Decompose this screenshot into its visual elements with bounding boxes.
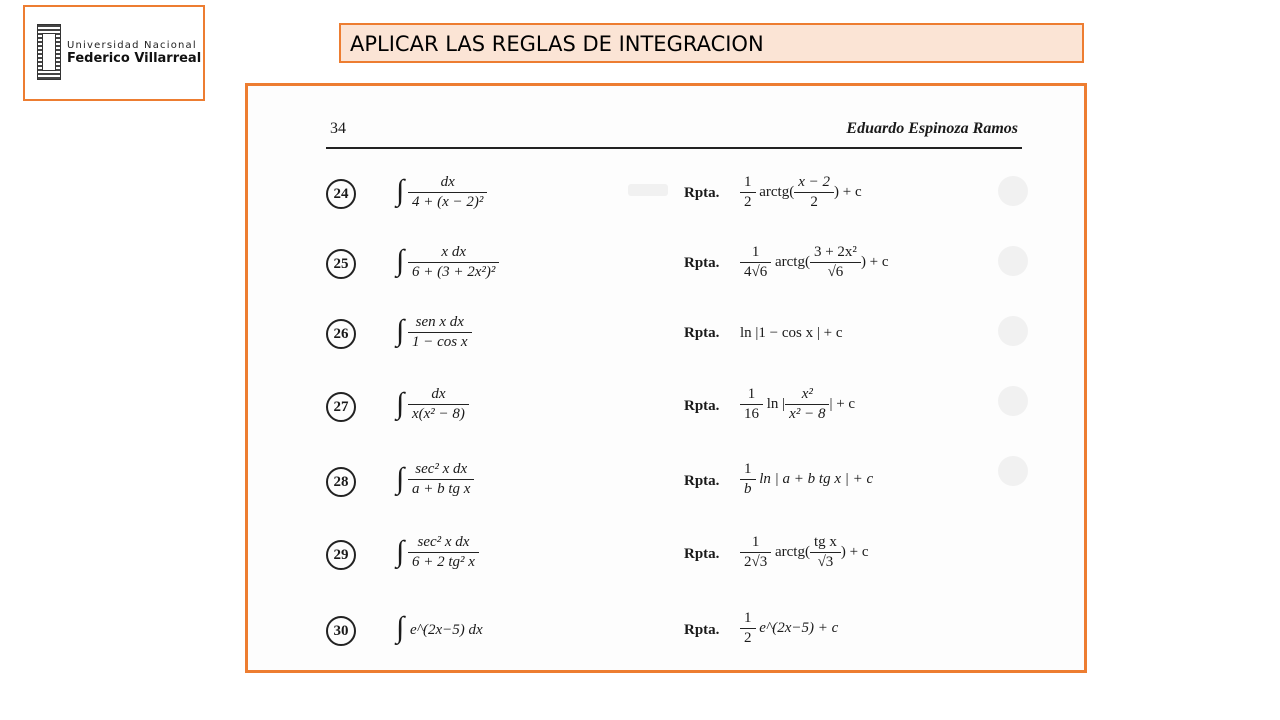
answer-coefficient xyxy=(740,461,756,498)
exercise-row xyxy=(248,174,1084,234)
logo-line-2: Federico Villarreal xyxy=(67,51,202,66)
integrand xyxy=(408,314,472,351)
integrand-numerator: sen x dx xyxy=(415,314,464,330)
exercise-number: 29 xyxy=(326,540,356,570)
coef-num: 1 xyxy=(751,244,760,260)
exercise-row xyxy=(248,608,1084,668)
header-rule xyxy=(326,147,1022,149)
coef-den: 2 xyxy=(740,192,756,211)
slide-title: APLICAR LAS REGLAS DE INTEGRACION xyxy=(350,32,764,56)
exercise-row xyxy=(248,314,1084,374)
answer-fraction xyxy=(810,534,841,571)
answer-coefficient xyxy=(740,174,756,211)
answer-frac-num: x² xyxy=(801,386,813,402)
coef-num: 1 xyxy=(744,610,752,626)
answer xyxy=(740,610,838,647)
integrand xyxy=(408,386,469,423)
answer-function: e^(2x−5) + c xyxy=(759,619,839,636)
answer-tail: ) + c xyxy=(834,183,862,200)
answer-coefficient xyxy=(740,534,771,571)
answer-fraction xyxy=(794,174,834,211)
answer-label: Rpta. xyxy=(684,546,720,562)
coef-den: b xyxy=(740,479,756,498)
integral-sign: ∫ xyxy=(396,535,405,568)
answer-fraction xyxy=(785,386,829,423)
integrand xyxy=(408,534,479,571)
integrand-denominator: 6 + 2 tg² x xyxy=(408,552,479,571)
integrand-numerator: sec² x dx xyxy=(417,534,470,550)
answer xyxy=(740,244,889,281)
exercise-row xyxy=(248,386,1084,446)
university-crest-icon xyxy=(37,24,61,80)
coef-num: 1 xyxy=(751,534,760,550)
integral-sign: ∫ xyxy=(396,611,405,644)
exercise-number: 25 xyxy=(326,249,356,279)
coef-den: 16 xyxy=(740,404,763,423)
integrand-numerator: dx xyxy=(440,174,455,190)
answer-frac-num: x − 2 xyxy=(798,174,831,190)
answer-label: Rpta. xyxy=(684,255,720,271)
integrand-denominator: 1 − cos x xyxy=(408,332,472,351)
answer xyxy=(740,386,855,423)
integral-sign: ∫ xyxy=(396,174,405,207)
answer xyxy=(740,174,862,211)
slide-title-box xyxy=(339,23,1084,63)
exercise-number: 24 xyxy=(326,179,356,209)
integral-sign: ∫ xyxy=(396,387,405,420)
logo-line-1: Universidad Nacional xyxy=(67,40,197,51)
answer xyxy=(740,461,873,498)
integrand xyxy=(408,174,487,211)
integrand xyxy=(408,461,474,498)
coef-num: 1 xyxy=(747,386,756,402)
integrand xyxy=(408,244,499,281)
page-number: 34 xyxy=(330,120,346,137)
answer-function: arctg( xyxy=(759,183,795,200)
answer-frac-num: 3 + 2x² xyxy=(813,244,857,260)
answer-label: Rpta. xyxy=(684,398,720,414)
answer-label: Rpta. xyxy=(684,473,720,489)
integrand-denominator: x(x² − 8) xyxy=(408,404,469,423)
answer-frac-den: √6 xyxy=(810,262,861,281)
exercise-number: 28 xyxy=(326,467,356,497)
scanned-page xyxy=(248,86,1084,670)
page-author: Eduardo Espinoza Ramos xyxy=(846,120,1018,137)
answer-frac-den: 2 xyxy=(794,192,834,211)
answer-frac-den: x² − 8 xyxy=(785,404,829,423)
coef-den: 2 xyxy=(740,628,756,647)
exercise-number: 27 xyxy=(326,392,356,422)
answer-label: Rpta. xyxy=(684,325,720,341)
integrand-denominator: 6 + (3 + 2x²)² xyxy=(408,262,499,281)
coef-den: 4√6 xyxy=(740,262,771,281)
exercise-row xyxy=(248,244,1084,304)
integrand-numerator: x dx xyxy=(441,244,466,260)
integrand-denominator: 4 + (x − 2)² xyxy=(408,192,487,211)
integrand-numerator: sec² x dx xyxy=(415,461,468,477)
integrand: e^(2x−5) dx xyxy=(410,622,483,638)
answer-frac-den: √3 xyxy=(810,552,841,571)
integral-sign: ∫ xyxy=(396,314,405,347)
coef-num: 1 xyxy=(744,174,752,190)
exercise-row xyxy=(248,461,1084,521)
answer-tail: | + c xyxy=(829,395,856,412)
answer-tail: ) + c xyxy=(840,543,869,560)
answer-function: arctg( xyxy=(774,253,810,270)
answer-function: ln | a + b tg x | + c xyxy=(759,470,874,487)
answer-coefficient xyxy=(740,244,771,281)
answer-coefficient xyxy=(740,386,763,423)
answer-function: ln | xyxy=(766,395,786,412)
answer-tail: ) + c xyxy=(860,253,889,270)
integrand-denominator: a + b tg x xyxy=(408,479,474,498)
integral-sign: ∫ xyxy=(396,244,405,277)
answer-function: arctg( xyxy=(774,543,810,560)
exercise-number: 30 xyxy=(326,616,356,646)
exercise-row xyxy=(248,534,1084,594)
integrand-numerator: dx xyxy=(431,386,446,402)
integral-sign: ∫ xyxy=(396,462,405,495)
answer-fraction xyxy=(810,244,861,281)
answer-coefficient xyxy=(740,610,756,647)
exercise-number: 26 xyxy=(326,319,356,349)
answer xyxy=(740,534,869,571)
answer-label: Rpta. xyxy=(684,622,720,638)
answer-label: Rpta. xyxy=(684,185,720,201)
answer-frac-num: tg x xyxy=(813,534,837,550)
answer: ln |1 − cos x | + c xyxy=(740,325,843,341)
coef-den: 2√3 xyxy=(740,552,771,571)
scanned-page-frame xyxy=(245,83,1087,673)
university-logo xyxy=(23,5,205,101)
coef-num: 1 xyxy=(744,461,752,477)
